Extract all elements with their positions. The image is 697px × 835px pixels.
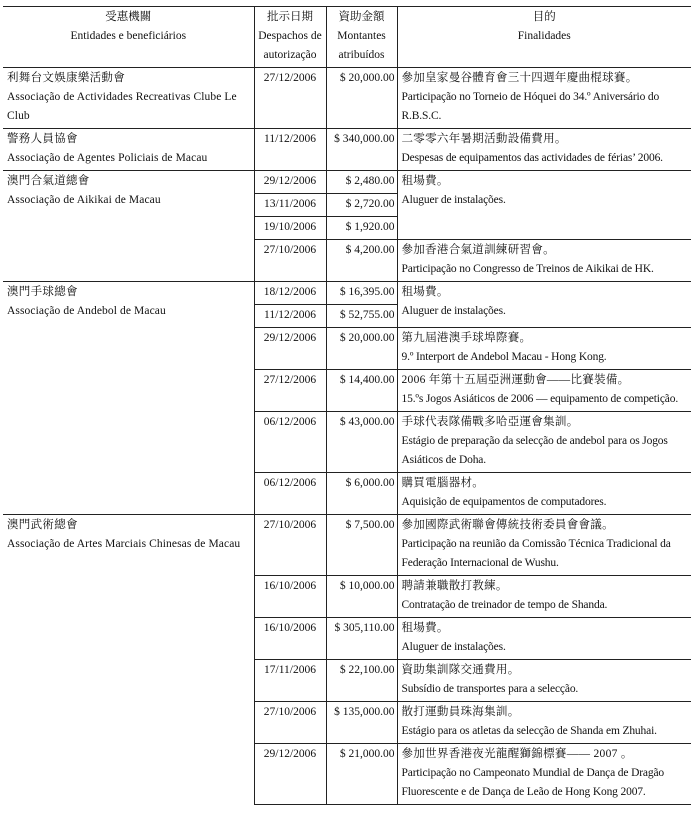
date-cell: 11/12/2006 bbox=[254, 305, 326, 328]
purpose-cell bbox=[397, 576, 691, 618]
header-amount-zh: 資助金額 bbox=[338, 11, 385, 23]
table-row bbox=[3, 515, 691, 576]
purpose-pt: Contratação de treinador de tempo de Shanda. bbox=[401, 599, 608, 611]
header-date bbox=[254, 7, 326, 68]
header-date-pt1: Despachos de bbox=[258, 30, 322, 42]
purpose-cell bbox=[397, 68, 691, 129]
purpose-zh: 2006 年第十五屆亞洲運動會——比賽裝備。 bbox=[401, 374, 630, 386]
page bbox=[3, 6, 691, 805]
purpose-pt: Subsídio de transportes para a selecção. bbox=[401, 683, 579, 695]
date-cell: 16/10/2006 bbox=[254, 576, 326, 618]
amount-cell: $ 7,500.00 bbox=[326, 515, 397, 576]
entity-name-zh: 澳門合氣道總會 bbox=[7, 175, 90, 187]
purpose-cell bbox=[397, 129, 691, 171]
purpose-pt: Estágio de preparação da selecção de andebol para os Jogos Asiáticos de Doha. bbox=[401, 435, 668, 466]
amount-cell: $ 135,000.00 bbox=[326, 702, 397, 744]
amount-cell: $ 16,395.00 bbox=[326, 282, 397, 305]
amount-cell: $ 20,000.00 bbox=[326, 68, 397, 129]
purpose-zh: 租場費。 bbox=[401, 286, 449, 298]
entity-name-pt: Associação de Aikikai de Macau bbox=[7, 194, 161, 206]
purpose-pt: Participação na reunião da Comissão Técnica Tradicional da Federação Internacional de Wushu. bbox=[401, 538, 671, 569]
date-cell: 06/12/2006 bbox=[254, 473, 326, 515]
date-cell: 16/10/2006 bbox=[254, 618, 326, 660]
purpose-cell bbox=[397, 660, 691, 702]
entity-name-pt: Associação de Agentes Policiais de Macau bbox=[7, 152, 208, 164]
entity-name-pt: Associação de Actividades Recreativas Clube Le Club bbox=[7, 91, 237, 122]
header-purpose bbox=[397, 7, 691, 68]
date-cell: 27/10/2006 bbox=[254, 515, 326, 576]
table-row bbox=[3, 171, 691, 194]
purpose-cell bbox=[397, 618, 691, 660]
purpose-pt: Aluguer de instalações. bbox=[401, 194, 506, 206]
date-cell: 27/12/2006 bbox=[254, 370, 326, 412]
amount-cell: $ 21,000.00 bbox=[326, 744, 397, 805]
entity-cell bbox=[3, 515, 254, 805]
amount-cell: $ 52,755.00 bbox=[326, 305, 397, 328]
header-row bbox=[3, 7, 691, 68]
purpose-cell bbox=[397, 702, 691, 744]
purpose-pt: 9.º Interport de Andebol Macau - Hong Kong. bbox=[401, 351, 607, 363]
header-date-pt2: autorização bbox=[263, 49, 317, 61]
amount-cell: $ 22,100.00 bbox=[326, 660, 397, 702]
purpose-pt: Participação no Congresso de Treinos de Aikikai de HK. bbox=[401, 263, 654, 275]
purpose-zh: 參加世界香港夜光龍醒獅錦標賽—— 2007 。 bbox=[401, 748, 633, 760]
entity-cell bbox=[3, 171, 254, 282]
header-purpose-zh: 目的 bbox=[532, 11, 556, 23]
purpose-zh: 資助集訓隊交通費用。 bbox=[401, 664, 520, 676]
entity-cell bbox=[3, 129, 254, 171]
purpose-cell bbox=[397, 412, 691, 473]
purpose-cell bbox=[397, 240, 691, 282]
entity-name-zh: 警務人員協會 bbox=[7, 133, 78, 145]
purpose-zh: 參加國際武術聯會傳統技術委員會會議。 bbox=[401, 519, 614, 531]
header-amount-pt1: Montantes bbox=[337, 30, 386, 42]
date-cell: 29/12/2006 bbox=[254, 744, 326, 805]
purpose-zh: 第九屆港澳手球埠際賽。 bbox=[401, 332, 532, 344]
purpose-cell bbox=[397, 370, 691, 412]
date-cell: 17/11/2006 bbox=[254, 660, 326, 702]
amount-cell: $ 10,000.00 bbox=[326, 576, 397, 618]
table-row bbox=[3, 282, 691, 305]
date-cell: 18/12/2006 bbox=[254, 282, 326, 305]
purpose-pt: Participação no Campeonato Mundial de Dança de Dragão Fluorescente e de Dança de Leão de Hong Kong 2007. bbox=[401, 767, 665, 798]
amount-cell: $ 340,000.00 bbox=[326, 129, 397, 171]
date-cell: 27/10/2006 bbox=[254, 240, 326, 282]
entity-name-pt: Associação de Artes Marciais Chinesas de Macau bbox=[7, 538, 241, 550]
amount-cell: $ 43,000.00 bbox=[326, 412, 397, 473]
amount-cell: $ 20,000.00 bbox=[326, 328, 397, 370]
purpose-cell bbox=[397, 744, 691, 805]
table-row bbox=[3, 129, 691, 171]
header-amount-pt2: atribuídos bbox=[338, 49, 385, 61]
purpose-zh: 租場費。 bbox=[401, 622, 449, 634]
header-amount bbox=[326, 7, 397, 68]
purpose-zh: 租場費。 bbox=[401, 175, 449, 187]
entity-name-zh: 澳門手球總會 bbox=[7, 286, 78, 298]
header-entities-pt: Entidades e beneficiários bbox=[70, 30, 187, 42]
purpose-cell bbox=[397, 282, 691, 328]
purpose-pt: Aluguer de instalações. bbox=[401, 305, 506, 317]
purpose-cell bbox=[397, 515, 691, 576]
amount-cell: $ 2,720.00 bbox=[326, 194, 397, 217]
date-cell: 27/12/2006 bbox=[254, 68, 326, 129]
purpose-pt: 15.ºs Jogos Asiáticos de 2006 — equipamento de competição. bbox=[401, 393, 679, 405]
purpose-zh: 購買電腦器材。 bbox=[401, 477, 485, 489]
purpose-zh: 散打運動員珠海集訓。 bbox=[401, 706, 520, 718]
entity-name-pt: Associação de Andebol de Macau bbox=[7, 305, 166, 317]
purpose-pt: Despesas de equipamentos das actividades de férias’ 2006. bbox=[401, 152, 663, 164]
date-cell: 06/12/2006 bbox=[254, 412, 326, 473]
header-entities bbox=[3, 7, 254, 68]
purpose-zh: 二零零六年暑期活動設備費用。 bbox=[401, 133, 567, 145]
header-entities-zh: 受惠機關 bbox=[105, 11, 152, 23]
entity-cell bbox=[3, 68, 254, 129]
entity-name-zh: 利舞台文娛康樂活動會 bbox=[7, 72, 125, 84]
entity-cell bbox=[3, 282, 254, 515]
amount-cell: $ 4,200.00 bbox=[326, 240, 397, 282]
amount-cell: $ 1,920.00 bbox=[326, 217, 397, 240]
date-cell: 29/12/2006 bbox=[254, 328, 326, 370]
purpose-pt: Estágio para os atletas da selecção de Shanda em Zhuhai. bbox=[401, 725, 657, 737]
date-cell: 13/11/2006 bbox=[254, 194, 326, 217]
amount-cell: $ 2,480.00 bbox=[326, 171, 397, 194]
purpose-pt: Participação no Torneio de Hóquei do 34.º Aniversário do R.B.S.C. bbox=[401, 91, 660, 122]
purpose-zh: 聘請兼職散打教練。 bbox=[401, 580, 508, 592]
date-cell: 11/12/2006 bbox=[254, 129, 326, 171]
amount-cell: $ 6,000.00 bbox=[326, 473, 397, 515]
date-cell: 29/12/2006 bbox=[254, 171, 326, 194]
purpose-cell bbox=[397, 171, 691, 240]
amount-cell: $ 305,110.00 bbox=[326, 618, 397, 660]
subsidy-table bbox=[3, 6, 691, 805]
header-date-zh: 批示日期 bbox=[267, 11, 313, 23]
amount-cell: $ 14,400.00 bbox=[326, 370, 397, 412]
table-row bbox=[3, 68, 691, 129]
purpose-zh: 參加香港合氣道訓練研習會。 bbox=[401, 244, 555, 256]
entity-name-zh: 澳門武術總會 bbox=[7, 519, 78, 531]
purpose-zh: 參加皇家曼谷體育會三十四週年慶曲棍球賽。 bbox=[401, 72, 638, 84]
purpose-zh: 手球代表隊備戰多哈亞運會集訓。 bbox=[401, 416, 579, 428]
purpose-cell bbox=[397, 328, 691, 370]
purpose-cell bbox=[397, 473, 691, 515]
purpose-pt: Aluguer de instalações. bbox=[401, 641, 506, 653]
date-cell: 19/10/2006 bbox=[254, 217, 326, 240]
header-purpose-pt: Finalidades bbox=[517, 30, 571, 42]
date-cell: 27/10/2006 bbox=[254, 702, 326, 744]
purpose-pt: Aquisição de equipamentos de computadores. bbox=[401, 496, 607, 508]
